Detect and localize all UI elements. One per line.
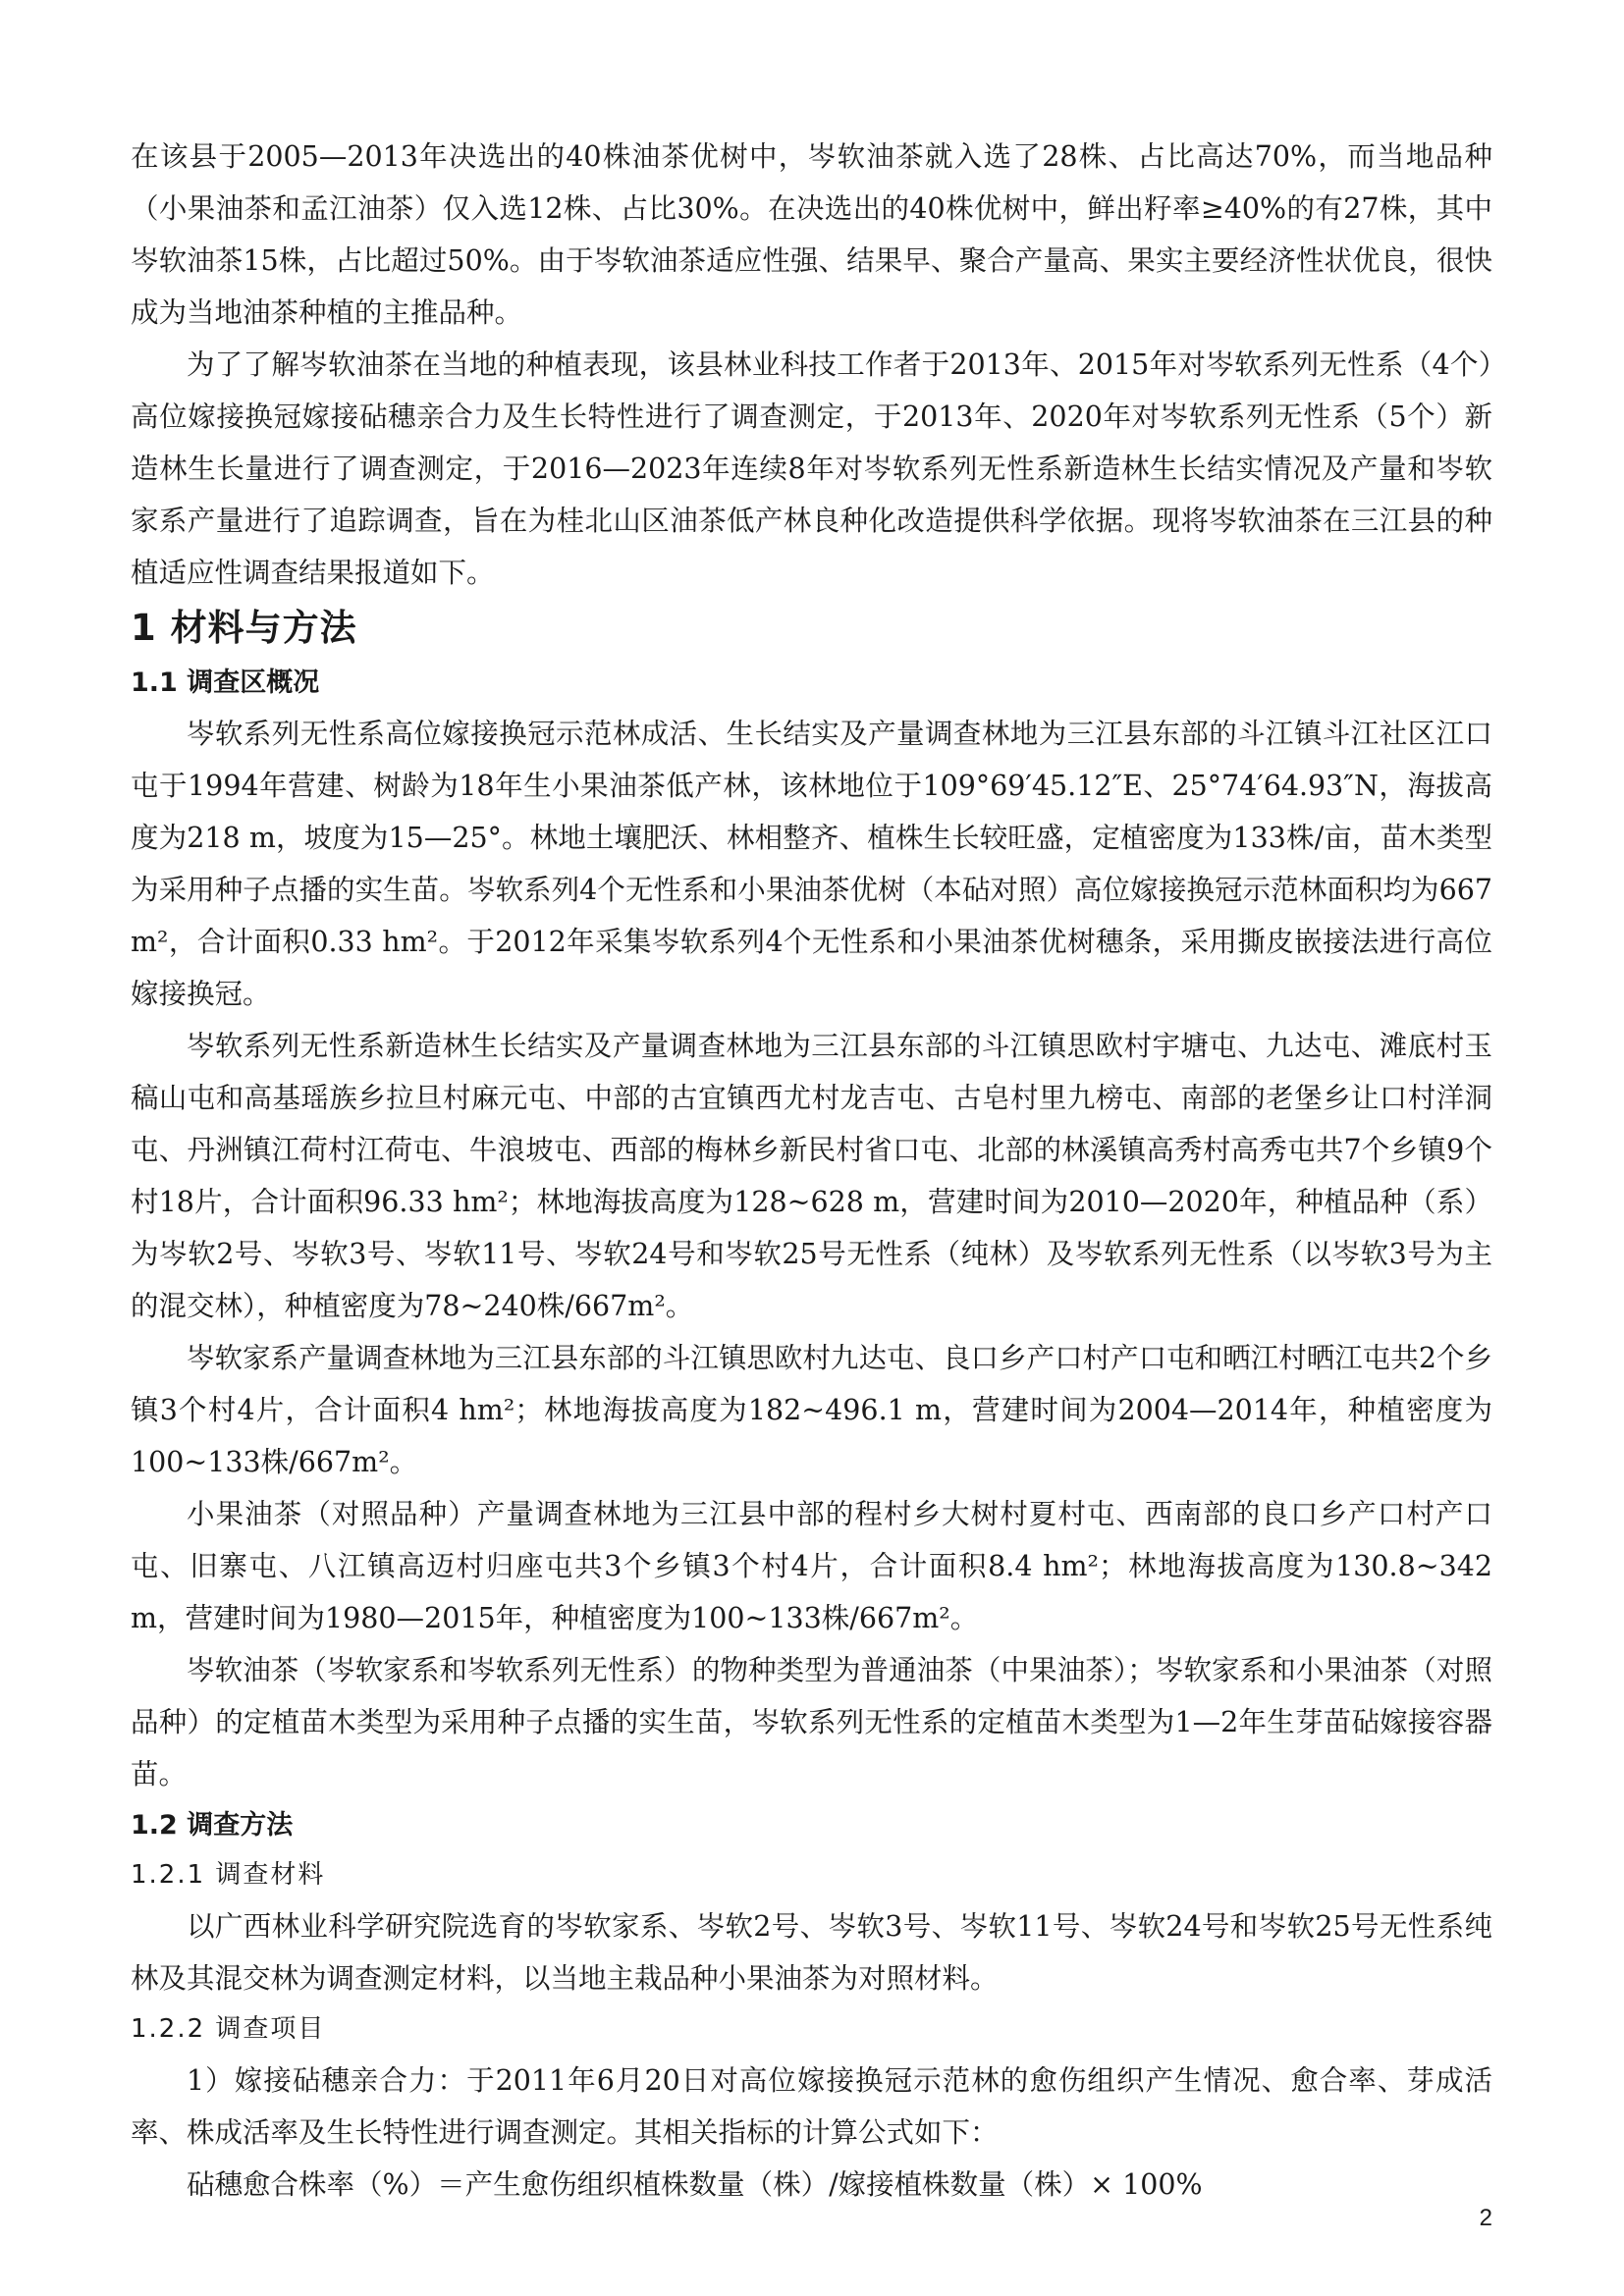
subsubsection-heading: 1.2.1 调查材料 (131, 1860, 326, 1890)
paragraph: 岑软油茶（岑软家系和岑软系列无性系）的物种类型为普通油茶（中果油茶）；岑软家系和小果油茶（对照品种）的定植苗木类型为采用种子点播的实生苗，岑软系列无性系的定植苗木类型为1—2年生芽苗砧嫁接容器苗。 (131, 1654, 1492, 1790)
paragraph: 1）嫁接砧穗亲合力：于2011年6月20日对高位嫁接换冠示范林的愈伤组织产生情况、愈合率、芽成活率、株成活率及生长特性进行调查测定。其相关指标的计算公式如下： (131, 2064, 1492, 2149)
subsection-heading: 1.1 调查区概况 (131, 667, 320, 698)
paragraph: 小果油茶（对照品种）产量调查林地为三江县中部的程村乡大树村夏村屯、西南部的良口乡产口村产口屯、旧寨屯、八江镇高迈村归座屯共3个乡镇3个村4片，合计面积8.4 hm²；林地海拔高度为130.8~342 m，营建时间为1980—2015年，种植密度为100~133株/667m²。 (131, 1498, 1492, 1634)
paragraph: 为了了解岑软油茶在当地的种植表现，该县林业科技工作者于2013年、2015年对岑软系列无性系（4个）高位嫁接换冠嫁接砧穗亲合力及生长特性进行了调查测定，于2013年、2020年对岑软系列无性系（5个）新造林生长量进行了调查测定，于2016—2023年连续8年对岑软系列无性系新造林生长结实情况及产量和岑软家系产量进行了追踪调查，旨在为桂北山区油茶低产林良种化改造提供科学依据。现将岑软油茶在三江县的种植适应性调查结果报道如下。 (131, 348, 1492, 589)
formula: 砧穗愈合株率（%）＝产生愈伤组织植株数量（株）/嫁接植株数量（株）× 100% (187, 2168, 1203, 2201)
paragraph: 岑软家系产量调查林地为三江县东部的斗江镇思欧村九达屯、良口乡产口村产口屯和晒江村晒江屯共2个乡镇3个村4片，合计面积4 hm²；林地海拔高度为182~496.1 m，营建时间为2004—2014年，种植密度为100~133株/667m²。 (131, 1342, 1492, 1478)
subsection-heading: 1.2 调查方法 (131, 1810, 294, 1841)
page-body (131, 131, 1492, 2211)
subsubsection-heading: 1.2.2 调查项目 (131, 2014, 326, 2044)
paragraph: 岑软系列无性系新造林生长结实及产量调查林地为三江县东部的斗江镇思欧村宇塘屯、九达屯、滩底村玉稿山屯和高基瑶族乡拉旦村麻元屯、中部的古宜镇西尤村龙吉屯、古皂村里九榜屯、南部的老堡乡让口村洋洞屯、丹洲镇江荷村江荷屯、牛浪坡屯、西部的梅林乡新民村省口屯、北部的林溪镇高秀村高秀屯共7个乡镇9个村18片，合计面积96.33 hm²；林地海拔高度为128~628 m，营建时间为2010—2020年，种植品种（系）为岑软2号、岑软3号、岑软11号、岑软24号和岑软25号无性系（纯林）及岑软系列无性系（以岑软3号为主的混交林），种植密度为78~240株/667m²。 (131, 1030, 1492, 1322)
paragraph: 岑软系列无性系高位嫁接换冠示范林成活、生长结实及产量调查林地为三江县东部的斗江镇斗江社区江口屯于1994年营建、树龄为18年生小果油茶低产林，该林地位于109°69′45.12″E、25°74′64.93″N，海拔高度为218 m，坡度为15—25°。林地土壤肥沃、林相整齐、植株生长较旺盛，定植密度为133株/亩，苗木类型为采用种子点播的实生苗。岑软系列4个无性系和小果油茶优树（本砧对照）高位嫁接换冠示范林面积均为667 m²，合计面积0.33 hm²。于2012年采集岑软系列4个无性系和小果油茶优树穗条，采用撕皮嵌接法进行高位嫁接换冠。 (131, 718, 1492, 1010)
paragraph: 以广西林业科学研究院选育的岑软家系、岑软2号、岑软3号、岑软11号、岑软24号和岑软25号无性系纯林及其混交林为调查测定材料，以当地主栽品种小果油茶为对照材料。 (131, 1910, 1492, 1995)
page-number: 2 (1479, 2205, 1492, 2231)
section-heading: 1 材料与方法 (131, 607, 357, 649)
paragraph: 在该县于2005—2013年决选出的40株油茶优树中，岑软油茶就入选了28株、占比高达70%，而当地品种（小果油茶和孟江油茶）仅入选12株、占比30%。在决选出的40株优树中，鲜出籽率≥40%的有27株，其中岑软油茶15株，占比超过50%。由于岑软油茶适应性强、结果早、聚合产量高、果实主要经济性状优良，很快成为当地油茶种植的主推品种。 (131, 140, 1492, 329)
